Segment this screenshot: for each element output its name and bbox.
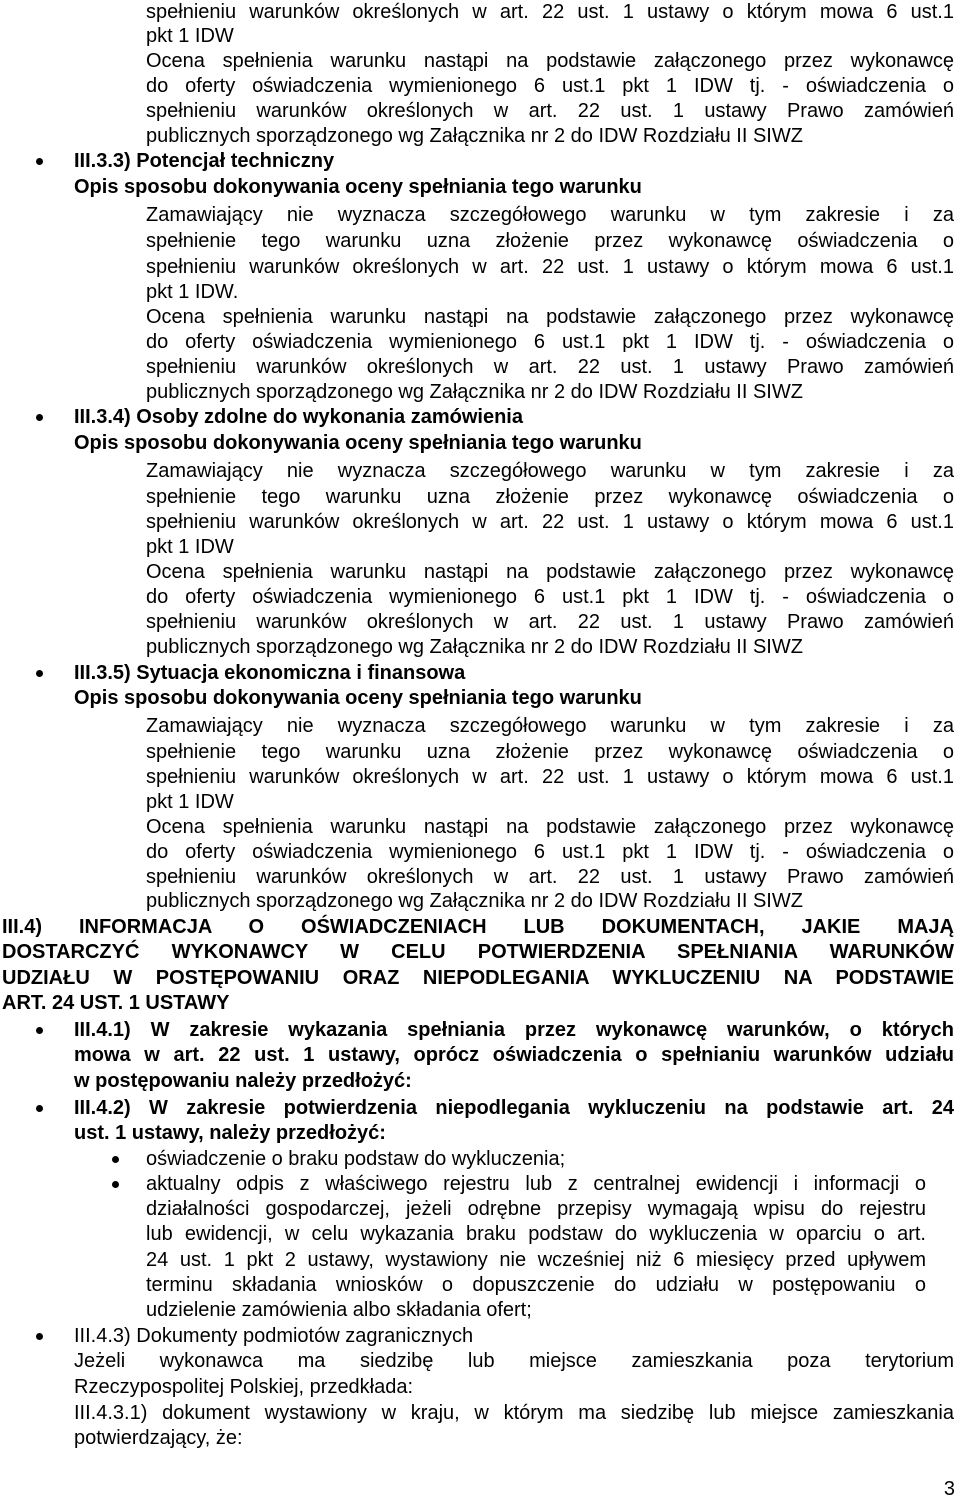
bullet-icon	[36, 1333, 43, 1340]
bullet-icon	[36, 1105, 43, 1112]
heading-line: ust. 1 ustawy, należy przedłożyć:	[74, 1122, 386, 1144]
text-line: spełnieniu warunków określonych w art. 22 ust. 1 ustawy Prawo zamówień	[146, 356, 954, 378]
text-line: Zamawiający nie wyznacza szczegółowego warunku w tym zakresie i za	[146, 460, 954, 482]
text-line: pkt 1 IDW.	[146, 281, 239, 303]
text-line: udzielenie zamówienia albo składania ofert;	[146, 1299, 532, 1321]
text-line: Ocena spełnienia warunku nastąpi na podstawie załączonego przez wykonawcę	[146, 306, 954, 328]
text-line: aktualny odpis z właściwego rejestru lub z centralnej ewidencji i informacji o	[146, 1173, 926, 1195]
heading-line: Opis sposobu dokonywania oceny spełniania tego warunku	[74, 176, 642, 198]
text-line: spełnieniu warunków określonych w art. 22 ust. 1 ustawy Prawo zamówień	[146, 866, 954, 888]
heading-line: III.4.2) W zakresie potwierdzenia niepodlegania wykluczeniu na podstawie art. 24	[74, 1097, 954, 1119]
text-line: spełnienie tego warunku uzna złożenie przez wykonawcę oświadczenia o	[146, 486, 954, 508]
text-line: publicznych sporządzonego wg Załącznika nr 2 do IDW Rozdziału II SIWZ	[146, 381, 803, 403]
text-line: lub ewidencji, w celu wykazania braku podstaw do wykluczenia w oparciu o art.	[146, 1223, 926, 1245]
text-line: publicznych sporządzonego wg Załącznika nr 2 do IDW Rozdziału II SIWZ	[146, 636, 803, 658]
text-line: spełnieniu warunków określonych w art. 22 ust. 1 ustawy o którym mowa 6 ust.1	[146, 766, 954, 788]
text-line: III.4.3.1) dokument wystawiony w kraju, w którym ma siedzibę lub miejsce zamieszkania	[74, 1402, 954, 1424]
bullet-icon	[36, 158, 43, 165]
page-number: 3	[943, 1478, 955, 1500]
text-line: terminu składania wniosków o dopuszczenie do udziału w postępowaniu o	[146, 1274, 926, 1296]
text-line: publicznych sporządzonego wg Załącznika nr 2 do IDW Rozdziału II SIWZ	[146, 890, 803, 912]
bullet-icon	[112, 1181, 119, 1188]
text-line: spełnienie tego warunku uzna złożenie przez wykonawcę oświadczenia o	[146, 230, 954, 252]
text-line: do oferty oświadczenia wymienionego 6 ust.1 pkt 1 IDW tj. - oświadczenia o	[146, 75, 954, 97]
text-line: oświadczenie o braku podstaw do wykluczenia;	[146, 1148, 566, 1170]
text-line: działalności gospodarczej, jeżeli odrębne przepisy wymagają wpisu do rejestru	[146, 1198, 926, 1220]
text-line: do oferty oświadczenia wymienionego 6 ust.1 pkt 1 IDW tj. - oświadczenia o	[146, 331, 954, 353]
heading-line: Opis sposobu dokonywania oceny spełniania tego warunku	[74, 432, 642, 454]
text-line: spełnieniu warunków określonych w art. 22 ust. 1 ustawy Prawo zamówień	[146, 100, 954, 122]
text-line: Zamawiający nie wyznacza szczegółowego warunku w tym zakresie i za	[146, 204, 954, 226]
bullet-icon	[36, 670, 43, 677]
heading-line: III.3.5) Sytuacja ekonomiczna i finansowa	[74, 662, 466, 684]
bullet-icon	[36, 414, 43, 421]
text-line: Ocena spełnienia warunku nastąpi na podstawie załączonego przez wykonawcę	[146, 816, 954, 838]
heading-line: III.3.3) Potencjał techniczny	[74, 150, 335, 172]
heading-line: Opis sposobu dokonywania oceny spełniania tego warunku	[74, 687, 642, 709]
text-line: Zamawiający nie wyznacza szczegółowego warunku w tym zakresie i za	[146, 715, 954, 737]
heading-line: mowa w art. 22 ust. 1 ustawy, oprócz oświadczenia o spełnianiu warunków udziału	[74, 1044, 954, 1066]
text-line: pkt 1 IDW	[146, 791, 234, 813]
heading-line: III.3.4) Osoby zdolne do wykonania zamówienia	[74, 406, 523, 428]
text-line: spełnienie tego warunku uzna złożenie przez wykonawcę oświadczenia o	[146, 741, 954, 763]
text-line: potwierdzający, że:	[74, 1427, 243, 1449]
text-line: 24 ust. 1 pkt 2 ustawy, wystawiony nie wcześniej niż 6 miesięcy przed upływem	[146, 1249, 926, 1271]
text-line: spełnieniu warunków określonych w art. 22 ust. 1 ustawy Prawo zamówień	[146, 611, 954, 633]
text-line: spełnieniu warunków określonych w art. 22 ust. 1 ustawy o którym mowa 6 ust.1	[146, 256, 954, 278]
text-line: Ocena spełnienia warunku nastąpi na podstawie załączonego przez wykonawcę	[146, 561, 954, 583]
text-line: pkt 1 IDW	[146, 536, 234, 558]
heading-line: w postępowaniu należy przedłożyć:	[74, 1070, 412, 1092]
heading-line: III.4) INFORMACJA O OŚWIADCZENIACH LUB DOKUMENTACH, JAKIE MAJĄ	[2, 916, 954, 938]
bullet-icon	[112, 1156, 119, 1163]
bullet-icon	[36, 1027, 43, 1034]
text-line: spełnieniu warunków określonych w art. 22 ust. 1 ustawy o którym mowa 6 ust.1	[146, 511, 954, 533]
text-line: pkt 1 IDW	[146, 25, 234, 47]
heading-line: UDZIAŁU W POSTĘPOWANIU ORAZ NIEPODLEGANIA WYKLUCZENIU NA PODSTAWIE	[2, 967, 954, 989]
heading-line: III.4.1) W zakresie wykazania spełniania przez wykonawcę warunków, o których	[74, 1019, 954, 1041]
heading-line: ART. 24 UST. 1 USTAWY	[2, 992, 230, 1014]
text-line: spełnieniu warunków określonych w art. 22 ust. 1 ustawy o którym mowa 6 ust.1	[146, 1, 954, 23]
text-line: do oferty oświadczenia wymienionego 6 ust.1 pkt 1 IDW tj. - oświadczenia o	[146, 841, 954, 863]
text-line: do oferty oświadczenia wymienionego 6 ust.1 pkt 1 IDW tj. - oświadczenia o	[146, 586, 954, 608]
text-line: publicznych sporządzonego wg Załącznika nr 2 do IDW Rozdziału II SIWZ	[146, 125, 803, 147]
heading-line: DOSTARCZYĆ WYKONAWCY W CELU POTWIERDZENIA SPEŁNIANIA WARUNKÓW	[2, 941, 954, 963]
text-line: Jeżeli wykonawca ma siedzibę lub miejsce zamieszkania poza terytorium	[74, 1350, 954, 1372]
text-line: Rzeczypospolitej Polskiej, przedkłada:	[74, 1376, 414, 1398]
text-line: III.4.3) Dokumenty podmiotów zagranicznych	[74, 1325, 474, 1347]
text-line: Ocena spełnienia warunku nastąpi na podstawie załączonego przez wykonawcę	[146, 50, 954, 72]
